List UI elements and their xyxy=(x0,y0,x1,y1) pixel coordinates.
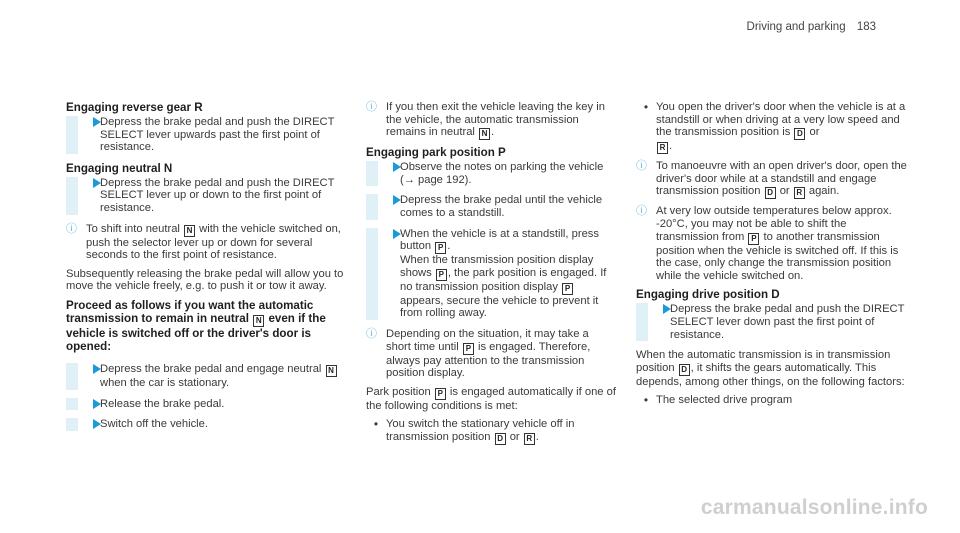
note-text xyxy=(386,328,616,380)
bullet-icon: • xyxy=(373,417,379,432)
bullet-icon: • xyxy=(643,100,649,114)
step-bar xyxy=(66,363,78,390)
paragraph-part: , it shifts the gears automatically. This depends, among other things, on the following factors: xyxy=(636,361,905,388)
reverse-symbol: R xyxy=(657,142,668,154)
drive-symbol: D xyxy=(794,128,805,140)
step-text-part: , the park position is engaged. If no transmission position display xyxy=(400,266,607,293)
step-item xyxy=(366,161,616,186)
note-text: If you then exit the vehicle leaving the key in the vehicle, the automatic transmission remains in neutral N . xyxy=(386,101,605,139)
paragraph-part: When the automatic transmission is in transmission position xyxy=(636,349,891,374)
bullet-text-part: You switch the stationary vehicle off in transmission position xyxy=(386,418,575,443)
page-header xyxy=(747,21,876,34)
note-text-part: At very low outside temperatures below approx. -20°C, you may not be able to shift the transmission from xyxy=(656,205,892,243)
step-bar xyxy=(66,177,78,215)
note-text-part: Depending on the situation, it may take a short time until xyxy=(386,327,589,353)
heading-neutral: Engaging neutral N xyxy=(66,161,173,175)
note-item xyxy=(636,205,910,282)
park-symbol: P xyxy=(562,283,573,295)
note-item xyxy=(636,160,910,199)
heading-reverse-gear: Engaging reverse gear R xyxy=(66,101,203,114)
info-icon: ⓘ xyxy=(636,205,647,218)
step-bar xyxy=(366,228,378,320)
info-icon: ⓘ xyxy=(66,222,77,235)
step-item xyxy=(66,177,356,215)
step-bar xyxy=(366,194,378,219)
bullet-text: You open the driver's door when the vehicle is at a standstill or when driving at a very low speed and the transmission position is D or R . xyxy=(656,101,906,153)
step-bar xyxy=(66,418,78,431)
heading-drive: Engaging drive position D xyxy=(636,288,780,302)
bullet-text-part: or xyxy=(809,126,820,139)
paragraph-part: Park position xyxy=(366,385,431,398)
arrow-right-icon xyxy=(93,419,101,429)
column-3 xyxy=(636,101,910,409)
neutral-symbol: N xyxy=(253,315,264,327)
park-symbol: P xyxy=(435,388,446,400)
step-item xyxy=(366,194,616,219)
drive-symbol: D xyxy=(495,433,506,445)
step-text-part: appears, secure the vehicle to prevent it from rolling away. xyxy=(400,294,599,320)
page-number: 183 xyxy=(856,21,876,33)
bullet-text-part: or xyxy=(509,430,520,443)
step-text: Depress the brake pedal and push the DIRECT SELECT lever down past the first point of resistance. xyxy=(670,303,905,341)
step-text xyxy=(100,363,356,390)
park-symbol: P xyxy=(463,343,474,355)
column-1 xyxy=(66,101,356,439)
step-text: When the vehicle is at a standstill, press button P . When the transmission position display shows P , the park position is engaged. If no transmission position display P appears, secure the vehicle to prevent it from rolling away. xyxy=(400,227,607,320)
note-item xyxy=(366,328,616,380)
paragraph-part: is engaged automatically if one of the following conditions is met: xyxy=(366,385,616,412)
step-item xyxy=(66,418,356,431)
neutral-symbol: N xyxy=(326,365,337,377)
heading-text-part: even if the vehicle is switched off or the driver's door is opened: xyxy=(66,311,326,353)
arrow-right-icon xyxy=(393,195,401,205)
arrow-right-icon xyxy=(393,229,401,239)
info-icon: ⓘ xyxy=(636,160,647,173)
step-text: Observe the notes on parking the vehicle (→ page 192). xyxy=(400,161,604,186)
note-text-part: To shift into neutral xyxy=(86,222,180,235)
paragraph xyxy=(636,349,910,388)
step-bar xyxy=(366,161,378,186)
step-item xyxy=(66,398,356,411)
note-text-part: or xyxy=(779,185,790,198)
arrow-right-icon xyxy=(93,399,101,409)
step-item xyxy=(366,228,616,320)
step-text: Release the brake pedal. xyxy=(100,397,225,410)
park-symbol: P xyxy=(748,233,759,245)
step-text: Depress the brake pedal until the vehicle comes to a standstill. xyxy=(400,194,603,219)
bullet-text: The selected drive program xyxy=(656,394,793,407)
column-2 xyxy=(366,101,616,447)
note-item xyxy=(66,223,356,262)
paragraph xyxy=(366,386,616,413)
bullet-item xyxy=(636,394,910,407)
section-title: Driving and parking xyxy=(746,21,846,33)
neutral-symbol: N xyxy=(184,225,195,237)
bullet-text: You switch the stationary vehicle off in transmission position D or R . xyxy=(386,418,575,443)
note-text-part: with the vehicle switched on, push the selector lever up or down for several seconds to the first point of resistance. xyxy=(86,222,341,262)
watermark: carmanualsonline.info xyxy=(700,496,928,520)
step-text-part: when the car is stationary. xyxy=(100,376,230,389)
step-item xyxy=(636,303,910,341)
step-text-part: When the vehicle is at a standstill, press button xyxy=(400,227,599,253)
note-text xyxy=(86,223,356,262)
note-text xyxy=(656,160,910,199)
arrow-right-icon xyxy=(393,162,401,172)
arrow-right-icon xyxy=(93,178,101,188)
park-button-symbol: P xyxy=(435,242,446,254)
step-bar xyxy=(66,398,78,411)
bullet-item xyxy=(366,418,616,445)
info-icon: ⓘ xyxy=(366,327,377,340)
step-bar xyxy=(66,116,78,154)
step-text: Depress the brake pedal and push the DIRECT SELECT lever upwards past the first point of resistance. xyxy=(100,116,335,154)
step-text: Switch off the vehicle. xyxy=(100,418,208,431)
drive-symbol: D xyxy=(679,364,690,376)
note-text xyxy=(656,205,910,282)
arrow-right-icon xyxy=(93,364,101,374)
arrow-right-icon xyxy=(663,304,671,314)
reverse-symbol: R xyxy=(794,187,805,199)
neutral-symbol: N xyxy=(479,128,490,140)
heading-park: Engaging park position P xyxy=(366,146,506,160)
note-item xyxy=(366,101,616,140)
note-text-part: to another transmission position when the vehicle is switched off. If this is the case, only change the transmission position while the vehicle switched on. xyxy=(656,230,899,282)
reverse-symbol: R xyxy=(524,433,535,445)
step-item xyxy=(66,116,356,154)
heading-text-part: Proceed as follows if you want the automatic transmission to remain in neutral xyxy=(66,298,314,325)
step-bar xyxy=(636,303,648,341)
bullet-item xyxy=(636,101,910,154)
paragraph: Subsequently releasing the brake pedal will allow you to move the vehicle freely, e.g. to push it or tow it away. xyxy=(66,267,344,293)
heading-neutral-remain xyxy=(66,299,356,353)
drive-symbol: D xyxy=(765,187,776,199)
park-symbol: P xyxy=(436,269,447,281)
step-item xyxy=(66,363,356,390)
note-text-part: If you then exit the vehicle leaving the key in the vehicle, the automatic transmission remains in neutral xyxy=(386,101,605,139)
note-text-part: To manoeuvre with an open driver's door, open the driver's door while at a standstill and engage transmission position xyxy=(656,160,907,198)
bullet-icon: • xyxy=(643,393,649,408)
note-text-part: again. xyxy=(808,185,840,198)
note-text-part: is engaged. Therefore, always pay attention to the transmission position display. xyxy=(386,340,591,380)
bullet-text-part: You open the driver's door when the vehicle is at a standstill or when driving at a very low speed and the transmission position is xyxy=(656,101,906,139)
step-text: Depress the brake pedal and push the DIRECT SELECT lever up or down to the first point of resistance. xyxy=(100,176,335,214)
step-text-part: Depress the brake pedal and engage neutral xyxy=(100,362,322,375)
arrow-right-icon xyxy=(93,117,101,127)
step-text-part: When the transmission position display shows xyxy=(400,254,594,279)
info-icon: ⓘ xyxy=(366,101,377,113)
